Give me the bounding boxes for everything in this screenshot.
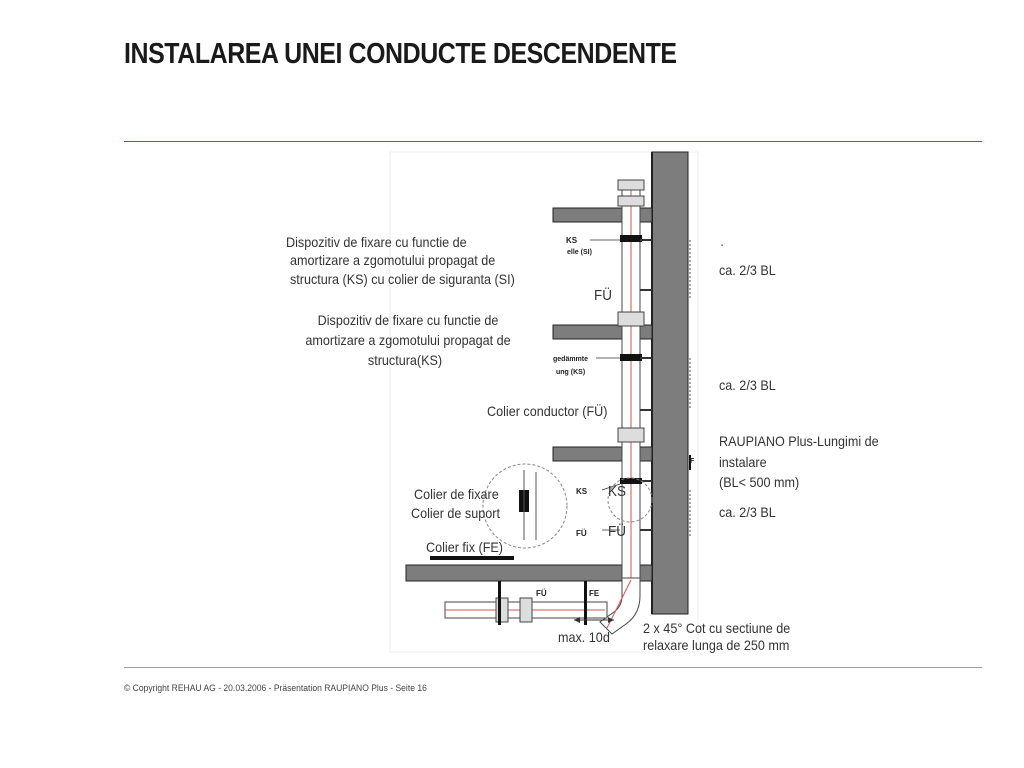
ks-clamp [620,354,642,361]
label-raupiano-line1: RAUPIANO Plus-Lungimi de [719,433,879,449]
ceiling-hanger [498,581,501,625]
pipe-socket [520,598,532,622]
label-cot-line1: 2 x 45° Cot cu sectiune de [643,620,791,636]
label-bl-3: ca. 2/3 BL [719,504,776,520]
label-colier-conductor: Colier conductor (FÜ) [487,403,608,419]
pipe-socket [618,180,644,190]
footer-copyright: © Copyright REHAU AG - 20.03.2006 - Präsentation RAUPIANO Plus - Seite 16 [124,683,427,694]
pipe-socket [618,428,644,442]
label-raupiano-line3: (BL< 500 mm) [719,474,800,490]
drawing-text-si: elle (SI) [567,249,592,256]
fe-hanger [584,581,587,625]
pipe-socket [496,598,508,622]
label-dot: · [720,236,725,252]
label-cot-line2: relaxare lunga de 250 mm [643,637,790,653]
label-bl-2: ca. 2/3 BL [719,377,776,393]
label-ks-si-line1: Dispozitiv de fixare cu functie de [286,234,467,250]
label-fu-top: FÜ [594,287,612,304]
footer-rule [124,667,982,668]
fe-bar [430,556,514,560]
drawing-text-f: F [690,458,695,465]
drawing-text-ks-b: KS [576,487,588,496]
drawing-text-ged: gedämmte [553,356,589,363]
label-raupiano-line2: instalare [719,454,767,470]
drawing-text-ung: ung (KS) [556,369,586,376]
slide-title: INSTALAREA UNEI CONDUCTE DESCENDENTE [124,38,677,70]
label-ks-line3: structura(KS) [367,352,443,368]
label-ks-line1: Dispozitiv de fixare cu functie de [317,312,499,328]
label-fu-mid: FÜ [608,523,626,540]
pipe-socket [618,196,644,206]
pipe-socket [618,312,644,326]
label-ks-si-line2: amortizare a zgomotului propagat de [290,252,496,268]
label-max-10d: max. 10d [558,629,610,645]
drawing-text-ks: KS [566,236,578,245]
label-colier-fix: Colier fix (FE) [426,539,504,555]
label-bl-1: ca. 2/3 BL [719,262,776,278]
label-ks-mid: KS [608,483,627,500]
label-ks-si-line3: structura (KS) cu colier de siguranta (SI) [290,271,515,287]
drawing-text-fe: FE [589,589,600,598]
label-colier-suport: Colier de suport [411,505,500,521]
drawing-text-fu-c: FÜ [536,589,547,598]
drawing-text-fu-b: FÜ [576,529,587,538]
label-ks-line2: amortizare a zgomotului propagat de [305,332,511,348]
ks-clamp [620,235,642,242]
vertical-wall [652,152,688,614]
floor-slab-bottom [406,565,652,581]
label-colier-fixare: Colier de fixare [414,486,499,502]
